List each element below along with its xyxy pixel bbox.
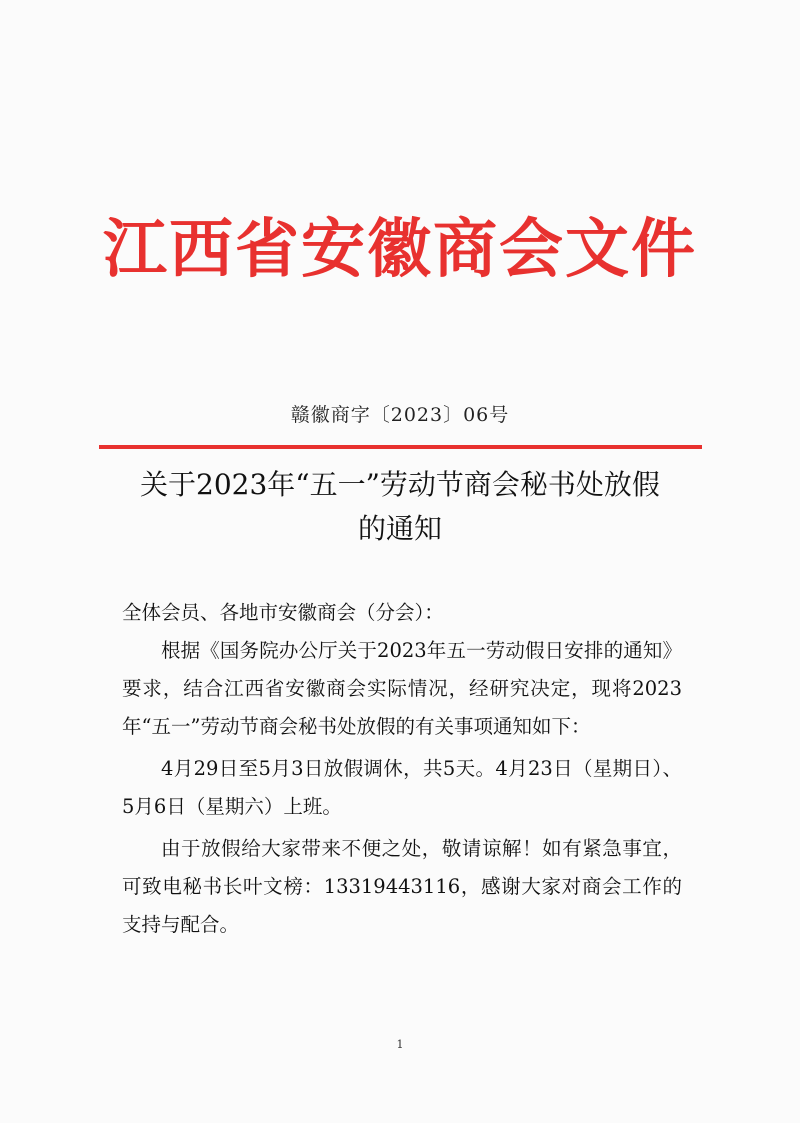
red-divider-line [99,445,702,449]
paragraph-contact: 由于放假给大家带来不便之处，敬请谅解！如有紧急事宜，可致电秘书长叶文榜：13319443116，感谢大家对商会工作的支持与配合。 [122,837,682,936]
notice-body [122,594,682,944]
document-number: 赣徽商字〔2023〕06号 [290,404,510,426]
org-masthead-title: 江西省安徽商会文件 [103,212,697,287]
notice-title-line-1: 关于2023年“五一”劳动节商会秘书处放假 [140,468,660,501]
paragraph-schedule: 4月29日至5月3日放假调休，共5天。4月23日（星期日）、5月6日（星期六）上班。 [122,757,682,818]
notice-title [100,463,700,551]
notice-title-line-2: 的通知 [357,512,442,545]
paragraph-basis: 根据《国务院办公厅关于2023年五一劳动假日安排的通知》要求，结合江西省安徽商会实际情况，经研究决定，现将2023年“五一”劳动节商会秘书处放假的有关事项通知如下： [122,639,682,738]
salutation: 全体会员、各地市安徽商会（分会）： [122,601,444,624]
page-number: 1 [396,1038,404,1051]
